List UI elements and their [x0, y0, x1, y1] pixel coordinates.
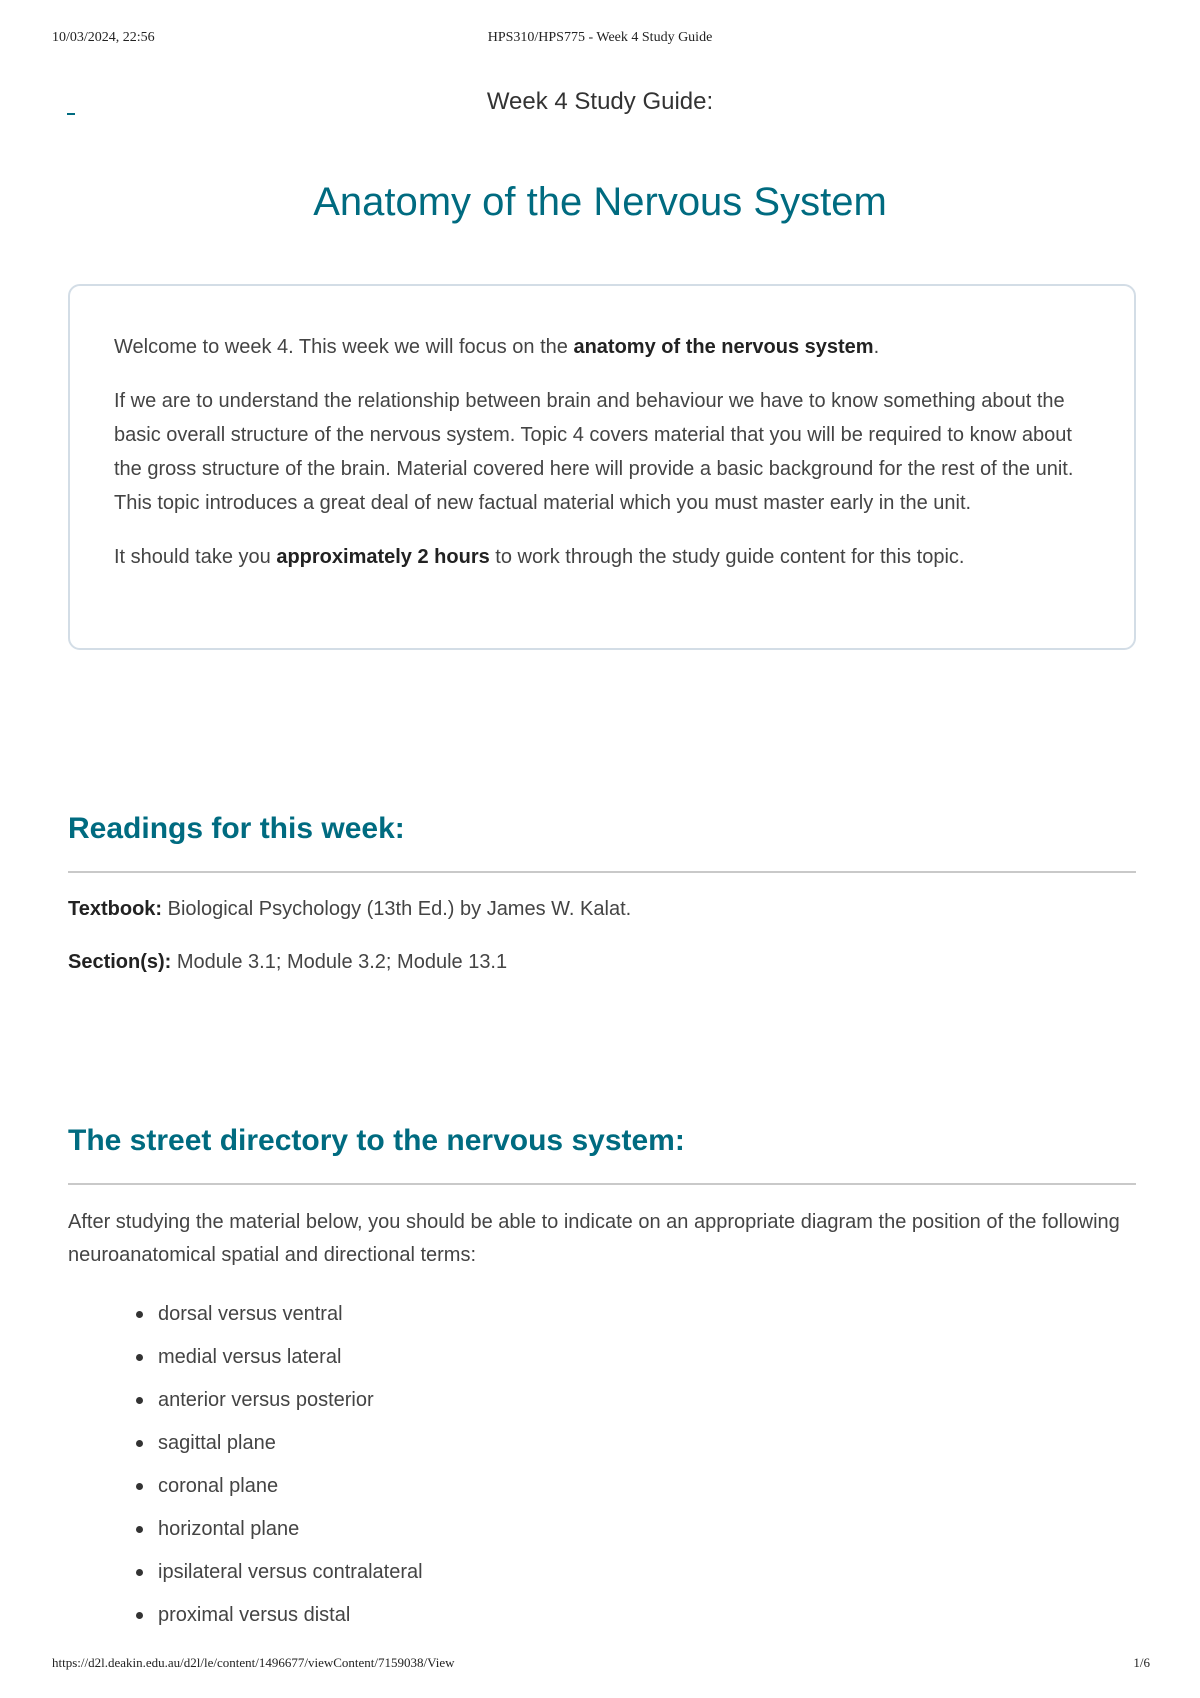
textbook-label: Textbook:: [68, 898, 163, 920]
readings-divider: [68, 871, 1136, 873]
print-footer: [0, 1655, 1200, 1675]
page-title: Anatomy of the Nervous System: [313, 180, 887, 224]
print-datetime: 10/03/2024, 22:56: [52, 30, 155, 45]
list-item: [158, 1551, 423, 1594]
bullet-icon: [136, 1612, 143, 1619]
intro-paragraph-welcome: [114, 330, 1090, 364]
readings-heading: Readings for this week:: [68, 812, 405, 845]
list-item: [158, 1293, 423, 1336]
bullet-icon: [136, 1354, 143, 1361]
bullet-icon: [136, 1483, 143, 1490]
study-guide-label: Week 4 Study Guide:: [486, 88, 714, 115]
term-text: ipsilateral versus contralateral: [158, 1561, 423, 1583]
intro-welcome-bold: anatomy of the nervous system: [573, 336, 874, 358]
bullet-icon: [136, 1569, 143, 1576]
term-text: medial versus lateral: [158, 1346, 342, 1368]
list-item: [158, 1379, 423, 1422]
term-text: anterior versus posterior: [158, 1389, 374, 1411]
term-text: sagittal plane: [158, 1432, 276, 1454]
intro-welcome-text: Welcome to week 4. This week we will focus on the: [114, 336, 574, 358]
list-item: [158, 1422, 423, 1465]
intro-box: [68, 284, 1136, 650]
directory-intro: After studying the material below, you should be able to indicate on an appropriate diagram the position of the following neuroanatomical spatial and directional terms:: [68, 1211, 1120, 1266]
print-document-title: HPS310/HPS775 - Week 4 Study Guide: [487, 30, 713, 45]
intro-time-suffix: to work through the study guide content for this topic.: [489, 546, 965, 568]
intro-paragraph-time: [114, 540, 1090, 574]
intro-time-text: It should take you: [114, 546, 277, 568]
sections-label: Section(s):: [68, 951, 172, 973]
list-item: [158, 1508, 423, 1551]
bullet-icon: [136, 1397, 143, 1404]
terms-list: [68, 1293, 423, 1637]
sections-value: Module 3.1; Module 3.2; Module 13.1: [171, 951, 508, 973]
directory-heading: The street directory to the nervous system:: [68, 1124, 685, 1157]
list-item: [158, 1465, 423, 1508]
list-item: [158, 1336, 423, 1379]
term-text: proximal versus distal: [158, 1604, 351, 1626]
term-text: horizontal plane: [158, 1518, 300, 1540]
bullet-icon: [136, 1440, 143, 1447]
term-text: dorsal versus ventral: [158, 1303, 343, 1325]
readings-textbook: [68, 893, 1136, 926]
directory-divider: [68, 1183, 1136, 1185]
print-url: https://d2l.deakin.edu.au/d2l/le/content/1496677/viewContent/7159038/View: [52, 1655, 455, 1670]
bullet-icon: [136, 1526, 143, 1533]
intro-time-bold: approximately 2 hours: [276, 546, 490, 568]
term-text: coronal plane: [158, 1475, 279, 1497]
intro-welcome-suffix: .: [873, 336, 880, 358]
readings-sections: [68, 946, 1136, 979]
print-header: [0, 30, 1200, 50]
list-item: [158, 1594, 423, 1637]
page-number: 1/6: [1133, 1655, 1150, 1670]
bullet-icon: [136, 1311, 143, 1318]
textbook-value: Biological Psychology (13th Ed.) by James W. Kalat.: [162, 898, 632, 920]
intro-paragraph-overview: If we are to understand the relationship between brain and behaviour we have to know something about the basic overall structure of the nervous system. Topic 4 covers material that you will be required to know about the gross structure of the brain. Material covered here will provide a basic background for the rest of the unit. This topic introduces a great deal of new factual material which you must master early in the unit.: [114, 390, 1074, 514]
